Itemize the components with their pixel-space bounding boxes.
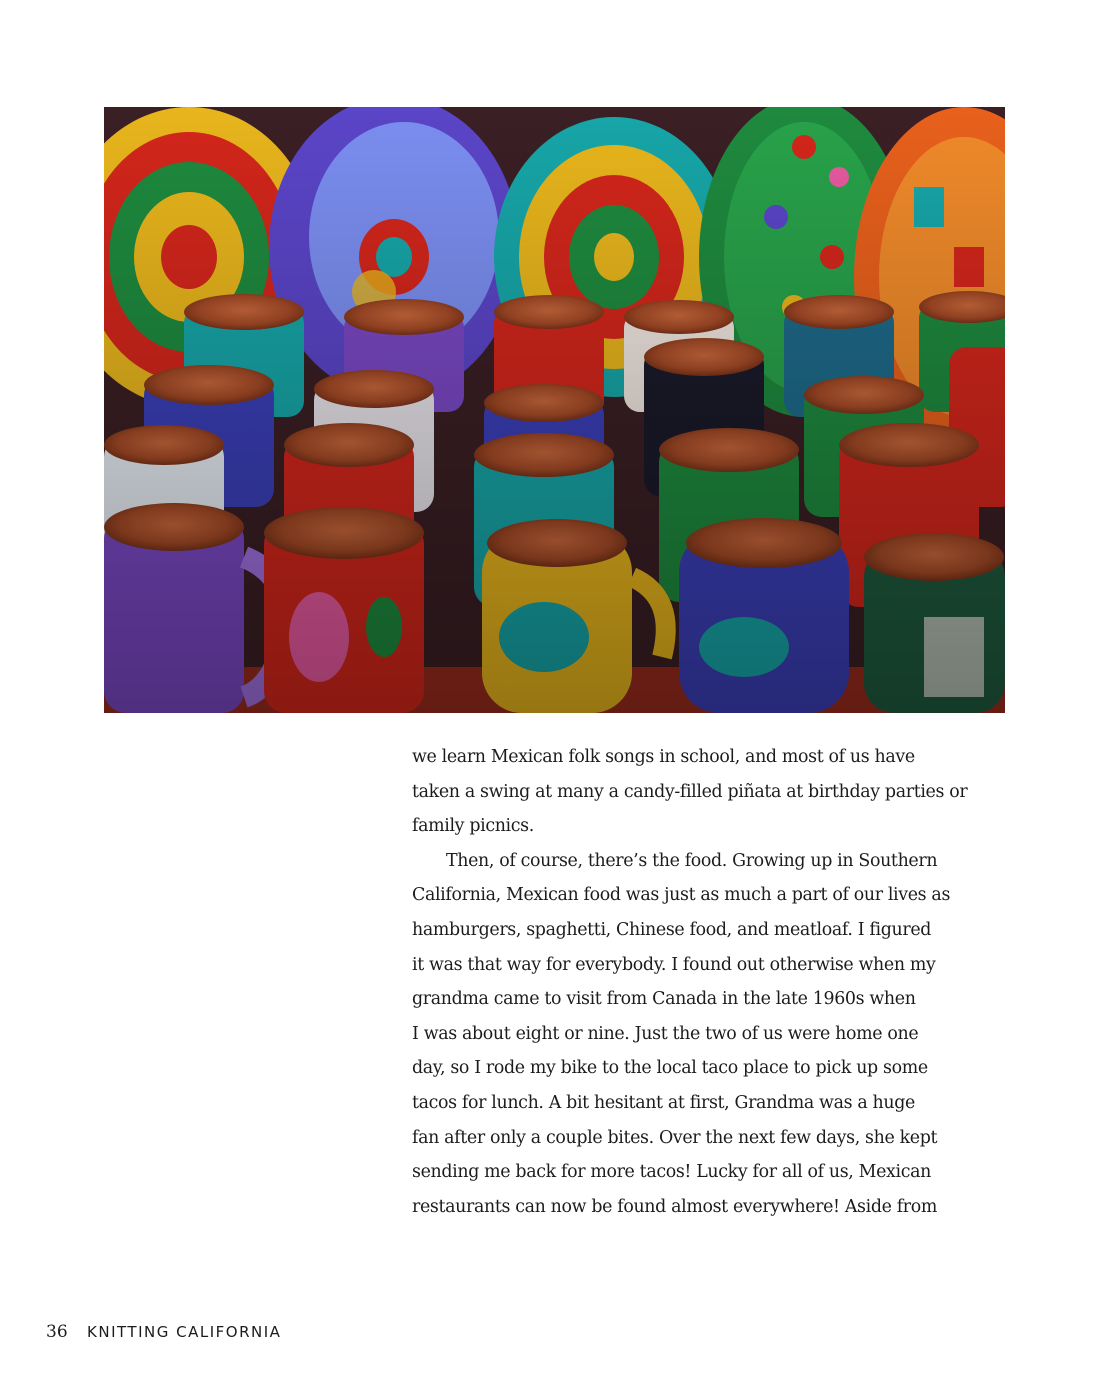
running-title: KNITTING CALIFORNIA [87, 1323, 282, 1341]
page-footer [46, 1322, 281, 1342]
text-line: I was about eight or nine. Just the two of us were home one [412, 1023, 919, 1044]
text-line: tacos for lunch. A bit hesitant at first, Grandma was a huge [412, 1092, 915, 1113]
pottery-photo [104, 107, 1005, 713]
text-line: sending me back for more tacos! Lucky for all of us, Mexican [412, 1162, 931, 1183]
text-line: we learn Mexican folk songs in school, and most of us have [412, 747, 915, 767]
body-paragraphs [412, 740, 1012, 1224]
text-line: day, so I rode my bike to the local taco place to pick up some [412, 1058, 928, 1079]
page-number: 36 [46, 1322, 68, 1342]
text-line: Then, of course, there’s the food. Growing up in Southern [446, 850, 938, 871]
text-line: taken a swing at many a candy-filled piñata at birthday parties or [412, 781, 968, 802]
text-line: family picnics. [412, 816, 534, 837]
text-line: restaurants can now be found almost everywhere! Aside from [412, 1196, 938, 1217]
text-line: California, Mexican food was just as much a part of our lives as [412, 885, 951, 906]
text-line: fan after only a couple bites. Over the next few days, she kept [412, 1127, 938, 1148]
text-line: it was that way for everybody. I found out otherwise when my [412, 954, 936, 975]
text-line: hamburgers, spaghetti, Chinese food, and meatloaf. I figured [412, 919, 932, 940]
text-line: grandma came to visit from Canada in the late 1960s when [412, 989, 916, 1010]
